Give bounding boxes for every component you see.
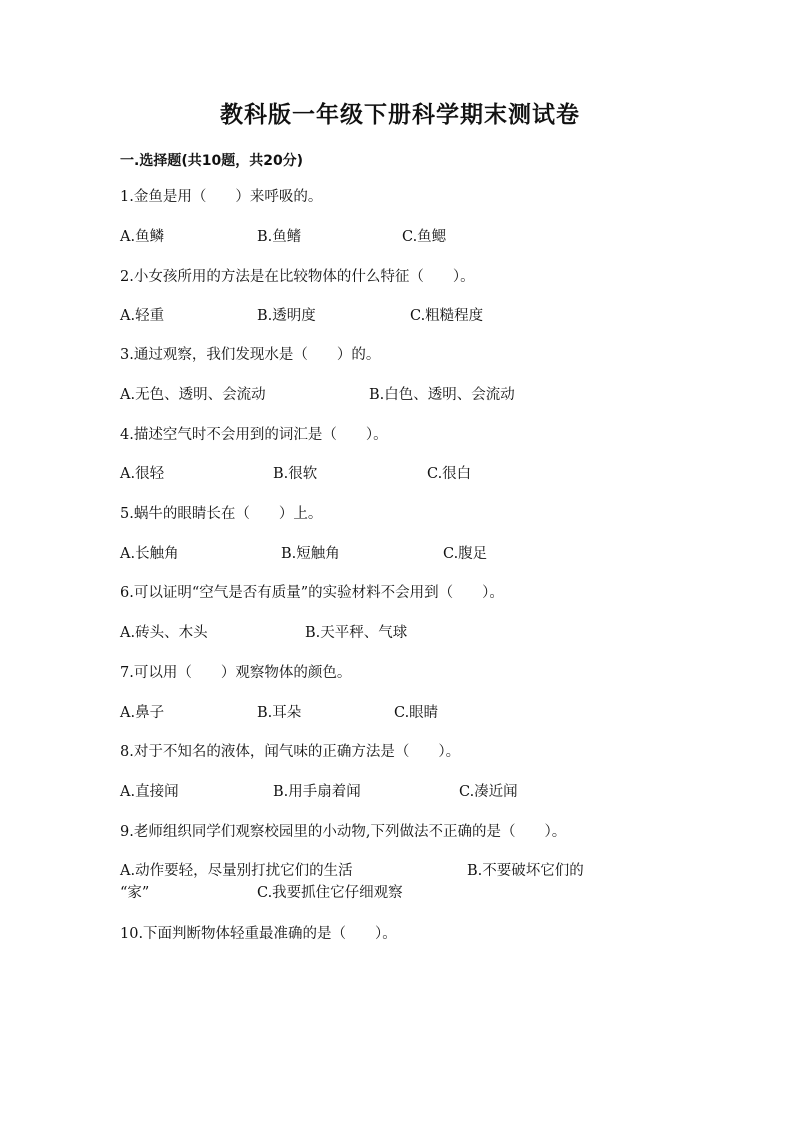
page-title: 教科版一年级下册科学期末测试卷 [220, 102, 580, 128]
q1-option-a: A.鱼鳞 [120, 229, 165, 245]
q5-option-c: C.腹足 [443, 546, 488, 562]
q2-option-c: C.粗糙程度 [410, 308, 484, 324]
q4-option-a: A.很轻 [120, 466, 165, 482]
q9-option-a: A.动作要轻，尽量别打扰它们的生活 [120, 863, 353, 879]
question-2: 2.小女孩所用的方法是在比较物体的什么特征（ ）。 [120, 269, 475, 285]
section-heading: 一.选择题(共10题，共20分) [120, 153, 304, 169]
question-4: 4.描述空气时不会用到的词汇是（ ）。 [120, 427, 388, 443]
q9-option-b: B.不要破坏它们的 [467, 863, 584, 879]
q2-option-b: B.透明度 [257, 308, 316, 324]
q2-option-a: A.轻重 [120, 308, 165, 324]
q1-option-c: C.鱼鳃 [402, 229, 447, 245]
q9-option-c: C.我要抓住它仔细观察 [257, 885, 403, 901]
q4-option-c: C.很白 [427, 466, 472, 482]
q3-option-b: B.白色、透明、会流动 [369, 387, 515, 403]
question-1: 1.金鱼是用（ ）来呼吸的。 [120, 189, 323, 205]
q5-option-a: A.长触角 [120, 546, 179, 562]
q8-option-b: B.用手扇着闻 [273, 784, 361, 800]
q5-option-b: B.短触角 [281, 546, 340, 562]
question-9: 9.老师组织同学们观察校园里的小动物,下列做法不正确的是（ ）。 [120, 824, 567, 840]
question-3: 3.通过观察，我们发现水是（ ）的。 [120, 347, 381, 363]
q8-option-c: C.凑近闻 [459, 784, 518, 800]
q3-option-a: A.无色、透明、会流动 [120, 387, 266, 403]
question-8: 8.对于不知名的液体，闻气味的正确方法是（ ）。 [120, 744, 461, 760]
question-10: 10.下面判断物体轻重最准确的是（ ）。 [120, 926, 397, 942]
question-7: 7.可以用（ ）观察物体的颜色。 [120, 665, 352, 681]
question-6: 6.可以证明“空气是否有质量”的实验材料不会用到（ ）。 [120, 585, 504, 601]
q1-option-b: B.鱼鳍 [257, 229, 302, 245]
q4-option-b: B.很软 [273, 466, 318, 482]
q7-option-b: B.耳朵 [257, 705, 302, 721]
question-5: 5.蜗牛的眼睛长在（ ）上。 [120, 506, 323, 522]
q6-option-b: B.天平秤、气球 [305, 625, 408, 641]
q6-option-a: A.砖头、木头 [120, 625, 208, 641]
q7-option-c: C.眼睛 [394, 705, 439, 721]
q9-option-b-continued: “家” [120, 885, 150, 901]
q7-option-a: A.鼻子 [120, 705, 165, 721]
q8-option-a: A.直接闻 [120, 784, 179, 800]
